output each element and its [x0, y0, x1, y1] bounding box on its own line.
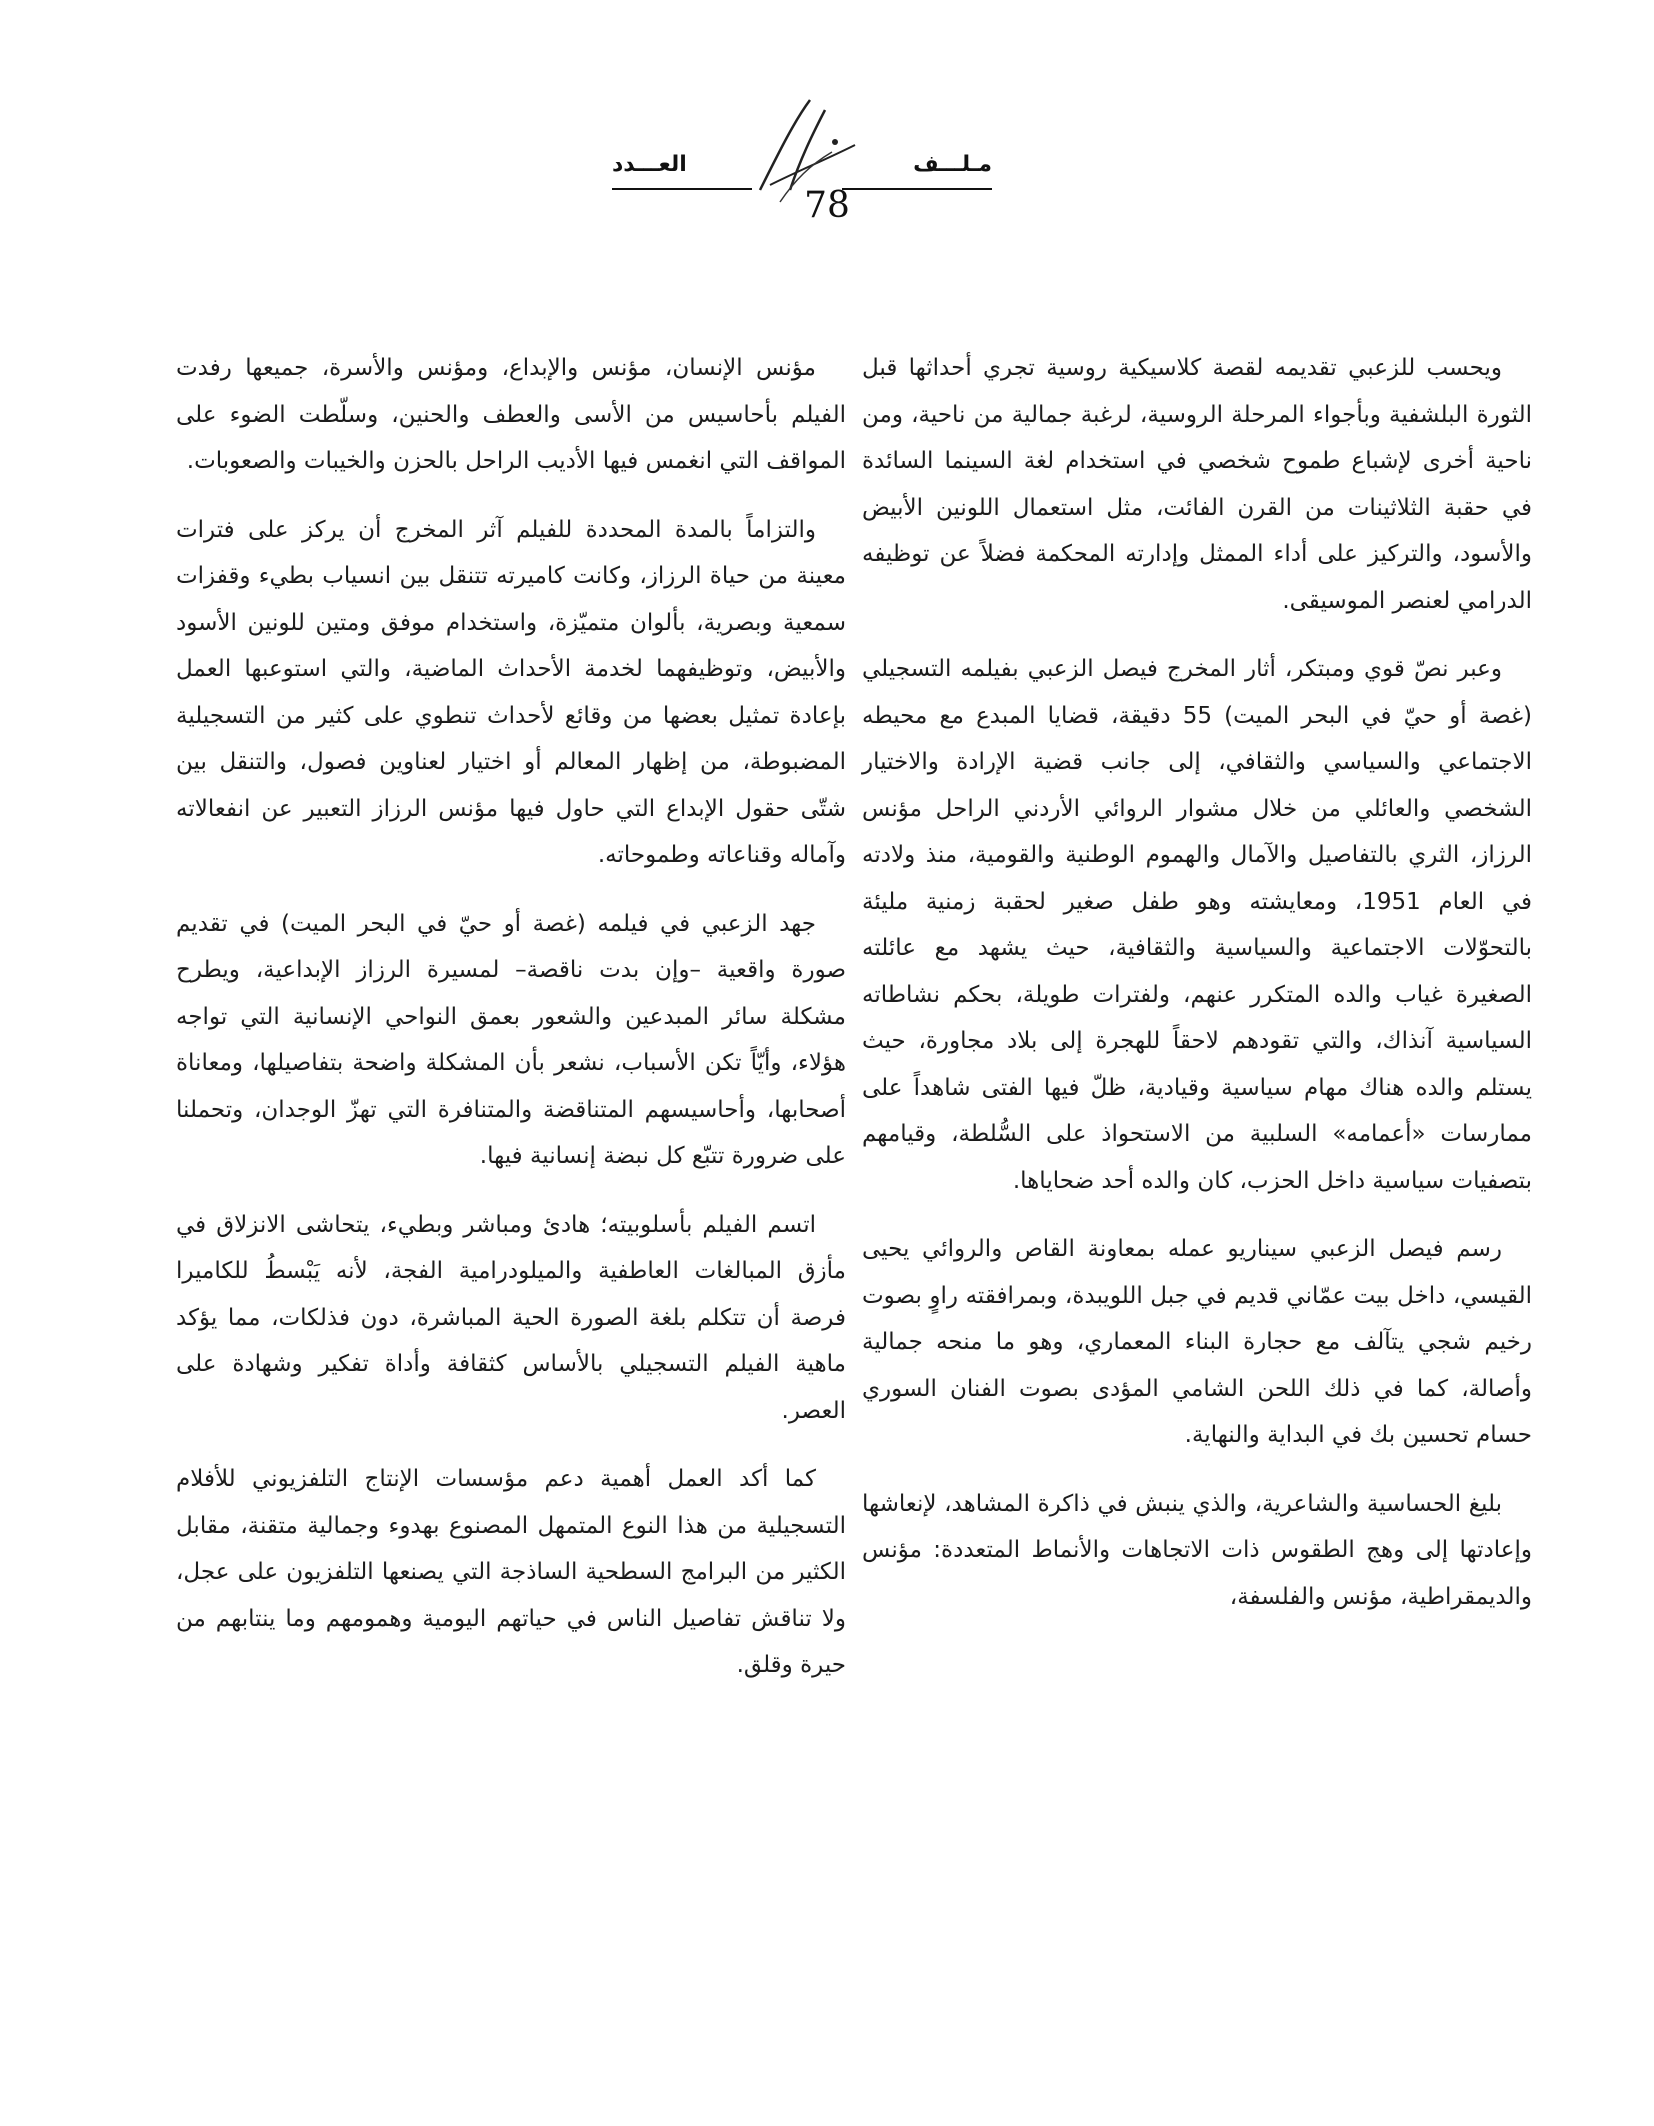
header-section-label: العـــدد [612, 152, 687, 177]
paragraph: ويحسب للزعبي تقديمه لقصة كلاسيكية روسية تجري أحداثها قبل الثورة البلشفية وبأجواء المرحلة الروسية، لرغبة جمالية من ناحية، ومن ناحية أخرى لإشباع طموح شخصي في استخدام لغة السينما السائدة في حقبة الثلاثينات من القرن الفائت، مثل استعمال اللونين الأبيض والأسود، والتركيز على أداء الممثل وإدارته المحكمة فضلاً عن توظيفه الدرامي لعنصر الموسيقى. [862, 355, 1532, 614]
paragraph: بليغ الحساسية والشاعرية، والذي ينبش في ذاكرة المشاهد، لإنعاشها وإعادتها إلى وهج الطقوس ذات الاتجاهات والأنماط المتعددة: مؤنس والديمقراطية، مؤنس والفلسفة، [862, 1490, 1532, 1610]
paragraph: جهد الزعبي في فيلمه (غصة أو حيّ في البحر الميت) في تقديم صورة واقعية –وإن بدت ناقصة– لمسيرة الرزاز الإبداعية، ويطرح مشكلة سائر المبدعين والشعور بعمق النواحي الإنسانية التي تواجه هؤلاء، وأيّاً تكن الأسباب، نشعر بأن المشكلة واضحة بتفاصيلها، ومعاناة أصحابها، وأحاسيسهم المتناقضة والمتنافرة التي تهزّ الوجدان، وتحملنا على ضرورة تتبّع كل نبضة إنسانية فيها. [176, 910, 846, 1169]
right-column [862, 345, 1532, 1642]
page-number: 78 [804, 185, 850, 226]
paragraph: اتسم الفيلم بأسلوبيته؛ هادئ ومباشر وبطيء، يتحاشى الانزلاق في مأزق المبالغات العاطفية والميلودرامية الفجة، لأنه يَبْسطُ للكاميرا فرصة أن تتكلم بلغة الصورة الحية المباشرة، دون فذلكات، مما يؤكد ماهية الفيلم التسجيلي بالأساس كثقافة وأداة تفكير وشهادة على العصر. [176, 1211, 846, 1424]
paragraph: وعبر نصّ قوي ومبتكر، أثار المخرج فيصل الزعبي بفيلمه التسجيلي (غصة أو حيّ في البحر الميت) 55 دقيقة، قضايا المبدع مع محيطه الاجتماعي والسياسي والثقافي، إلى جانب قضية الإرادة والاختيار الشخصي والعائلي من خلال مشوار الروائي الأردني الراحل مؤنس الرزاز، الثري بالتفاصيل والآمال والهموم الوطنية والقومية، منذ ولادته في العام 1951، ومعايشته وهو طفل صغير لحقبة زمنية مليئة بالتحوّلات الاجتماعية والسياسية والثقافية، حيث يشهد مع عائلته الصغيرة غياب والده المتكرر عنهم، ولفترات طويلة، بحكم نشاطاته السياسية آنذاك، والتي تقودهم لاحقاً للهجرة إلى بلاد مجاورة، حيث يستلم والده هناك مهام سياسية وقيادية، ظلّ فيها الفتى شاهداً على ممارسات «أعمامه» السلبية من الاستحواذ على السُّلطة، وقيامهم بتصفيات سياسية داخل الحزب، كان والده أحد ضحاياها. [862, 656, 1532, 1194]
paragraph: كما أكد العمل أهمية دعم مؤسسات الإنتاج التلفزيوني للأفلام التسجيلية من هذا النوع المتمهل المصنوع بهدوء وجمالية متقنة، مقابل الكثير من البرامج السطحية الساذجة التي يصنعها التلفزيون على عجل، ولا تناقش تفاصيل الناس في حياتهم اليومية وهمومهم وما ينتابهم من حيرة وقلق. [176, 1466, 846, 1678]
paragraph: والتزاماً بالمدة المحددة للفيلم آثر المخرج أن يركز على فترات معينة من حياة الرزاز، وكانت كاميرته تتنقل بين انسياب بطيء وقفزات سمعية وبصرية، بألوان متميّزة، واستخدام موفق ومتين للونين الأسود والأبيض، وتوظيفهما لخدمة الأحداث الماضية، والتي استوعبها العمل بإعادة تمثيل بعضها من وقائع لأحداث تنطوي على كثير من التسجيلية المضبوطة، من إظهار المعالم أو اختيار لعناوين فصول، والتنقل بين شتّى حقول الإبداع التي حاول فيها مؤنس الرزاز التعبير عن انفعالاته وآماله وقناعاته وطموحاته. [176, 516, 846, 868]
header-file-label: مـلـــف [913, 152, 992, 177]
paragraph: مؤنس الإنسان، مؤنس والإبداع، ومؤنس والأسرة، جميعها رفدت الفيلم بأحاسيس من الأسى والعطف والحنين، وسلّطت الضوء على المواقف التي انغمس فيها الأديب الراحل بالحزن والخيبات والصعوبات. [176, 355, 846, 474]
left-column [176, 345, 846, 1711]
paragraph: رسم فيصل الزعبي سيناريو عمله بمعاونة القاص والروائي يحيى القيسي، داخل بيت عمّاني قديم في جبل اللويبدة، وبمرافقته راوٍ بصوت رخيم شجي يتآلف مع حجارة البناء المعماري، وهو ما منحه جمالية وأصالة، كما في ذلك اللحن الشامي المؤدى بصوت الفنان السوري حسام تحسين بك في البداية والنهاية. [862, 1236, 1532, 1448]
